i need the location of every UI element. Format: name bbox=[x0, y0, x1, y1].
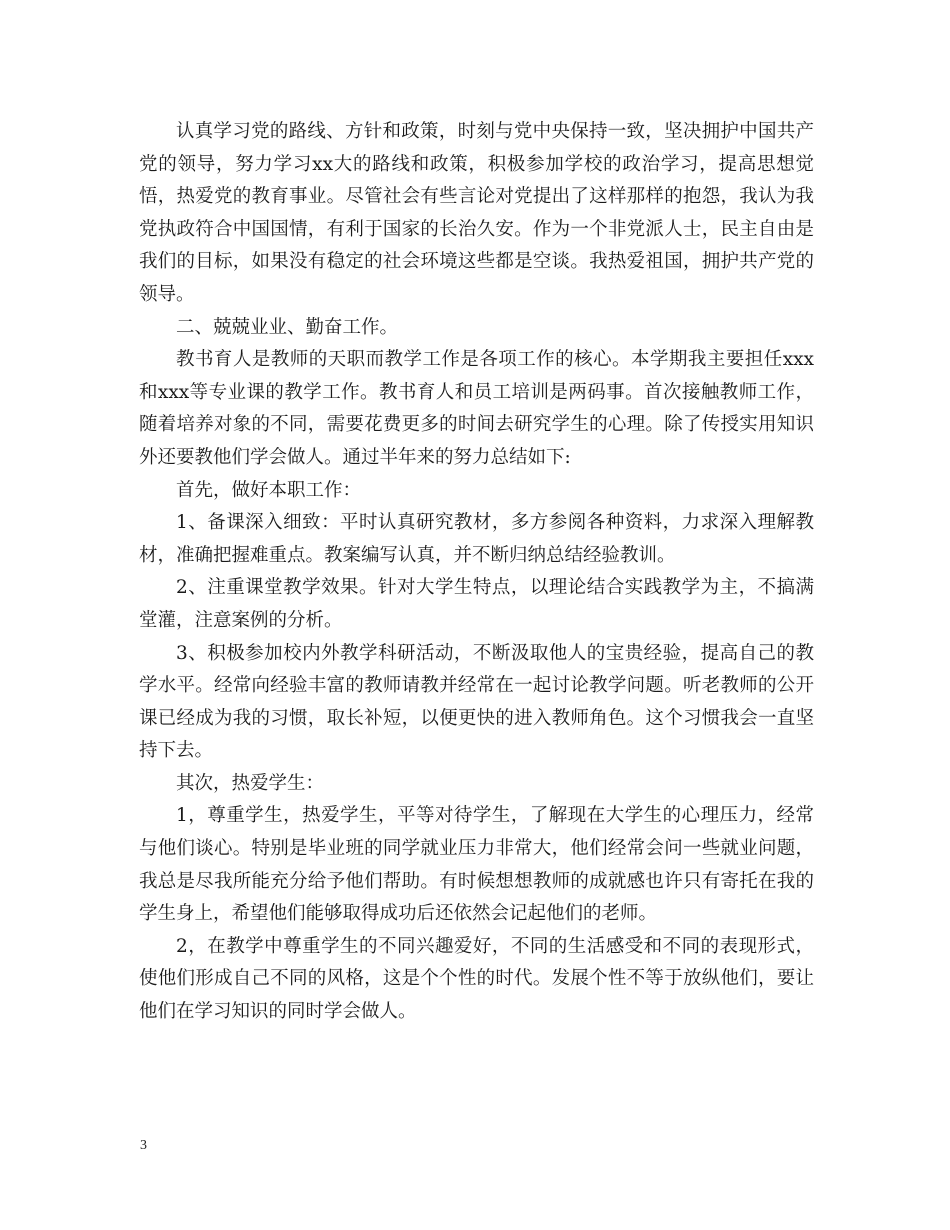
paragraph-item-individuality: 2，在教学中尊重学生的不同兴趣爱好，不同的生活感受和不同的表现形式，使他们形成自己不同的风格，这是个个性的时代。发展个性不等于放纵他们，要让他们在学习知识的同时学会做人。 bbox=[139, 935, 814, 1023]
paragraph-item-classroom: 2、注重课堂教学效果。针对大学生特点，以理论结合实践教学为主，不搞满堂灌，注意案例的分析。 bbox=[139, 577, 814, 631]
paragraph-item-respect-students: 1，尊重学生，热爱学生，平等对待学生，了解现在大学生的心理压力，经常与他们谈心。特别是毕业班的同学就业压力非常大，他们经常会问一些就业问题，我总是尽我所能充分给予他们帮助。有时候想想教师的成就感也许只有寄托在我的学生身上，希望他们能够取得成功后还依然会记起他们的老师。 bbox=[139, 805, 814, 925]
section-heading-work: 二、兢兢业业、勤奋工作。 bbox=[176, 316, 399, 338]
subheading-second: 其次，热爱学生： bbox=[176, 772, 325, 794]
subheading-first: 首先，做好本职工作： bbox=[176, 479, 362, 501]
paragraph-item-research: 3、积极参加校内外教学科研活动，不断汲取他人的宝贵经验，提高自己的教学水平。经常向经验丰富的教师请教并经常在一起讨论教学问题。听老教师的公开课已经成为我的习惯，取长补短，以便更快的进入教师角色。这个习惯我会一直坚持下去。 bbox=[139, 642, 814, 762]
paragraph-political-study: 认真学习党的路线、方针和政策，时刻与党中央保持一致，坚决拥护中国共产党的领导，努力学习xx大的路线和政策，积极参加学校的政治学习，提高思想觉悟，热爱党的教育事业。尽管社会有些言论对党提出了这样那样的抱怨，我认为我党执政符合中国国情，有利于国家的长治久安。作为一个非党派人士，民主自由是我们的目标，如果没有稳定的社会环境这些都是空谈。我热爱祖国，拥护共产党的领导。 bbox=[139, 121, 814, 305]
paragraph-teaching-core: 教书育人是教师的天职而教学工作是各项工作的核心。本学期我主要担任xxx和xxx等专业课的教学工作。教书育人和员工培训是两码事。首次接触教师工作，随着培养对象的不同，需要花费更多的时间去研究学生的心理。除了传授实用知识外还要教他们学会做人。通过半年来的努力总结如下: bbox=[139, 349, 814, 468]
document-body bbox=[139, 116, 814, 1029]
paragraph-item-lesson-prep: 1、备课深入细致：平时认真研究教材，多方参阅各种资料，力求深入理解教材，准确把握难重点。教案编写认真，并不断归纳总结经验教训。 bbox=[139, 512, 814, 566]
page-number: 3 bbox=[140, 1138, 147, 1153]
